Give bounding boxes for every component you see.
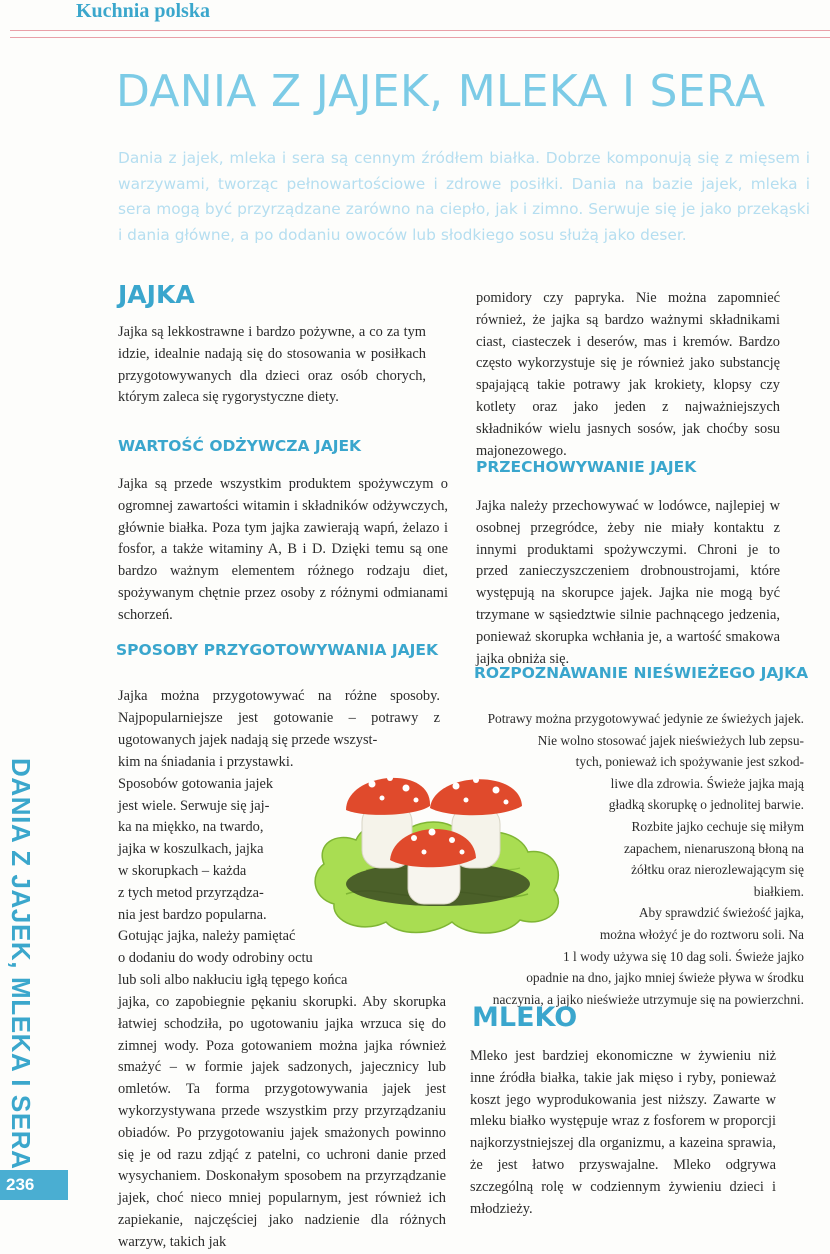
- heading-mleko: MLEKO: [472, 1002, 578, 1033]
- text-line: Sposobów gotowania jajek: [118, 775, 274, 792]
- text-line: jajka w koszulkach, jajka: [118, 841, 264, 858]
- intro-paragraph: Dania z jajek, mleka i sera są cennym źródłem białka. Dobrze komponują się z mięsem i warzywami, tworząc pełnowartościowe i zdrowe posiłki. Dania na bazie jajek, mleka i sera mogą być przyrządzane zarówno na ciepło, jak i zimno. Serwuje się je jako przekąski i dania główne, a po dodaniu owoców lub słodkiego sosu służą jako deser.: [118, 149, 810, 244]
- page-number: 236: [0, 1170, 68, 1200]
- text-line: gładką skorupkę o jednolitej barwie.: [608, 797, 804, 813]
- heading-wartosc-odzywcza: WARTOŚĆ ODŻYWCZA JAJEK: [118, 437, 362, 455]
- text-line: żółtku oraz nierozlewającym się: [631, 862, 804, 878]
- paragraph-rozpoznawanie: [470, 708, 804, 1010]
- text-line: lub soli albo nakłuciu igłą tępego końca: [118, 971, 348, 988]
- text-line: ka na miękko, na twardo,: [118, 819, 264, 836]
- heading-rozpoznawanie: ROZPOZNAWANIE NIEŚWIEŻEGO JAJKA: [474, 664, 809, 682]
- text-line: Gotując jajka, należy pamiętać: [118, 928, 296, 945]
- heading-sposoby-przygotowywania: SPOSOBY PRZYGOTOWYWANIA JAJEK: [116, 641, 439, 659]
- text-line: można włożyć je do roztworu soli. Na: [599, 926, 804, 942]
- text-line: zapachem, nienaruszoną błoną na: [624, 840, 804, 856]
- text-line: naczynia, a jajko nieświeże utrzymuje się na powierzchni.: [492, 991, 804, 1007]
- text-line: białkiem.: [753, 883, 804, 899]
- paragraph-przechowywanie: Jajka należy przechowywać w lodówce, najlepiej w osobnej przegródce, żeby nie miały kontaktu z innymi produktami spożywczymi. Chroni je to przed zanieczyszczeniem drobnoustrojami, które występują na skorupce jajek. Jajka nie mogą być trzymane w sąsiedztwie silnie pachnącego jedzenia, ponieważ skorupka wchłania je, a wartość smakowa jajka obniża się.: [476, 498, 780, 667]
- text-line: o dodaniu do wody odrobiny octu: [118, 950, 313, 967]
- text-line: tych, ponieważ ich spożywanie jest szkod-: [575, 754, 804, 770]
- paragraph-sposoby-top: Jajka można przygotowywać na różne sposoby. Najpopularniejsze jest gotowanie – potrawy z ugotowanych jajek nadają się przede wszyst-: [118, 688, 440, 748]
- text-line: 1 l wody używa się 10 dag soli. Świeże jajko: [563, 948, 804, 964]
- page-title: DANIA Z JAJEK, MLEKA I SERA: [116, 66, 766, 117]
- paragraph-mleko: Mleko jest bardziej ekonomiczne w żywieniu niż inne źródła białka, takie jak mięso i ryby, ponieważ koszt jego wyprodukowania jest niższy. Zawarte w mleku białko występuje wraz z fosforem w proporcji najkorzystniejszej dla organizmu, a kazeina sprawia, że jest łatwo przyswajalne. Mleko odgrywa szczególną rolę w codziennym żywieniu dzieci i młodzieży.: [470, 1048, 776, 1217]
- text-line: nia jest bardzo popularna.: [118, 906, 267, 923]
- header-divider: [10, 30, 830, 38]
- side-chapter-title: DANIA Z JAJEK, MLEKA I SERA: [6, 758, 36, 1170]
- paragraph-continuation: pomidory czy papryka. Nie można zapomnieć również, że jajka są bardzo ważnymi składnikami ciast, ciasteczek i deserów, mas i kremów. Bardzo często wykorzystuje się je również jako substancję spajającą takie potrawy jak krokiety, klopsy czy kotlety oraz jako jeden z najważniejszych składników wielu jasnych sosów, jak choćby sosu majonezowego.: [476, 290, 780, 459]
- paragraph-sposoby-bottom: jajka, co zapobiegnie pękaniu skorupki. Aby skorupka łatwiej schodziła, po ugotowaniu jajka wrzuca się do zimnej wody. Poza gotowaniem można jajka również smażyć – w formie jajek sadzonych, jajecznicy lub omletów. Ta forma przygotowywania jajek jest wykorzystywana przede wszystkim przy przyrządzaniu obiadów. Po przygotowaniu jajek smażonych powinno się je od razu zdjąć z patelni, co uchroni danie przed wysychaniem. Doskonałym sposobem na przyrządzanie jajek, choć nieco mniej popularnym, jest również ich zapiekanie, najczęściej jako nadzienie dla różnych warzyw, takich jak: [118, 994, 446, 1250]
- text-line: kim na śniadania i przystawki.: [118, 754, 294, 770]
- text-line: z tych metod przyrządza-: [118, 884, 264, 901]
- text-line: jest wiele. Serwuje się jaj-: [118, 797, 270, 814]
- heading-przechowywanie: PRZECHOWYWANIE JAJEK: [476, 458, 697, 476]
- text-line: Aby sprawdzić świeżość jajka,: [638, 905, 804, 921]
- text-line: liwe dla zdrowia. Świeże jajka mają: [610, 775, 804, 791]
- text-line: Potrawy można przygotowywać jedynie ze świeżych jajek.: [487, 711, 804, 726]
- text-line: Nie wolno stosować jajek nieświeżych lub zepsu-: [537, 732, 804, 748]
- paragraph-jajka: Jajka są lekkostrawne i bardzo pożywne, a co za tym idzie, idealnie nadają się do stosowania w posiłkach przygotowywanych dla dzieci oraz osób chorych, którym zaleca się rygorystyczne diety.: [118, 324, 426, 406]
- section-header: Kuchnia polska: [76, 0, 210, 22]
- text-line: Rozbite jajko cechuje się miłym: [631, 818, 804, 834]
- heading-jajka: JAJKA: [118, 280, 195, 309]
- text-line: opadnie na dno, jajko mniej świeże pływa w środku: [526, 970, 804, 986]
- text-line: w skorupkach – każda: [118, 862, 247, 879]
- paragraph-wartosc-odzywcza: Jajka są przede wszystkim produktem spożywczym o ogromnej zawartości witamin i składników odżywczych, głównie białka. Poza tym jajka zawierają wapń, żelazo i fosfor, a także witaminy A, B i D. Dzięki temu są one bardzo ważnym elementem różnego rodzaju diet, spożywanym chętnie przez osoby z różnymi odmianami schorzeń.: [118, 476, 448, 623]
